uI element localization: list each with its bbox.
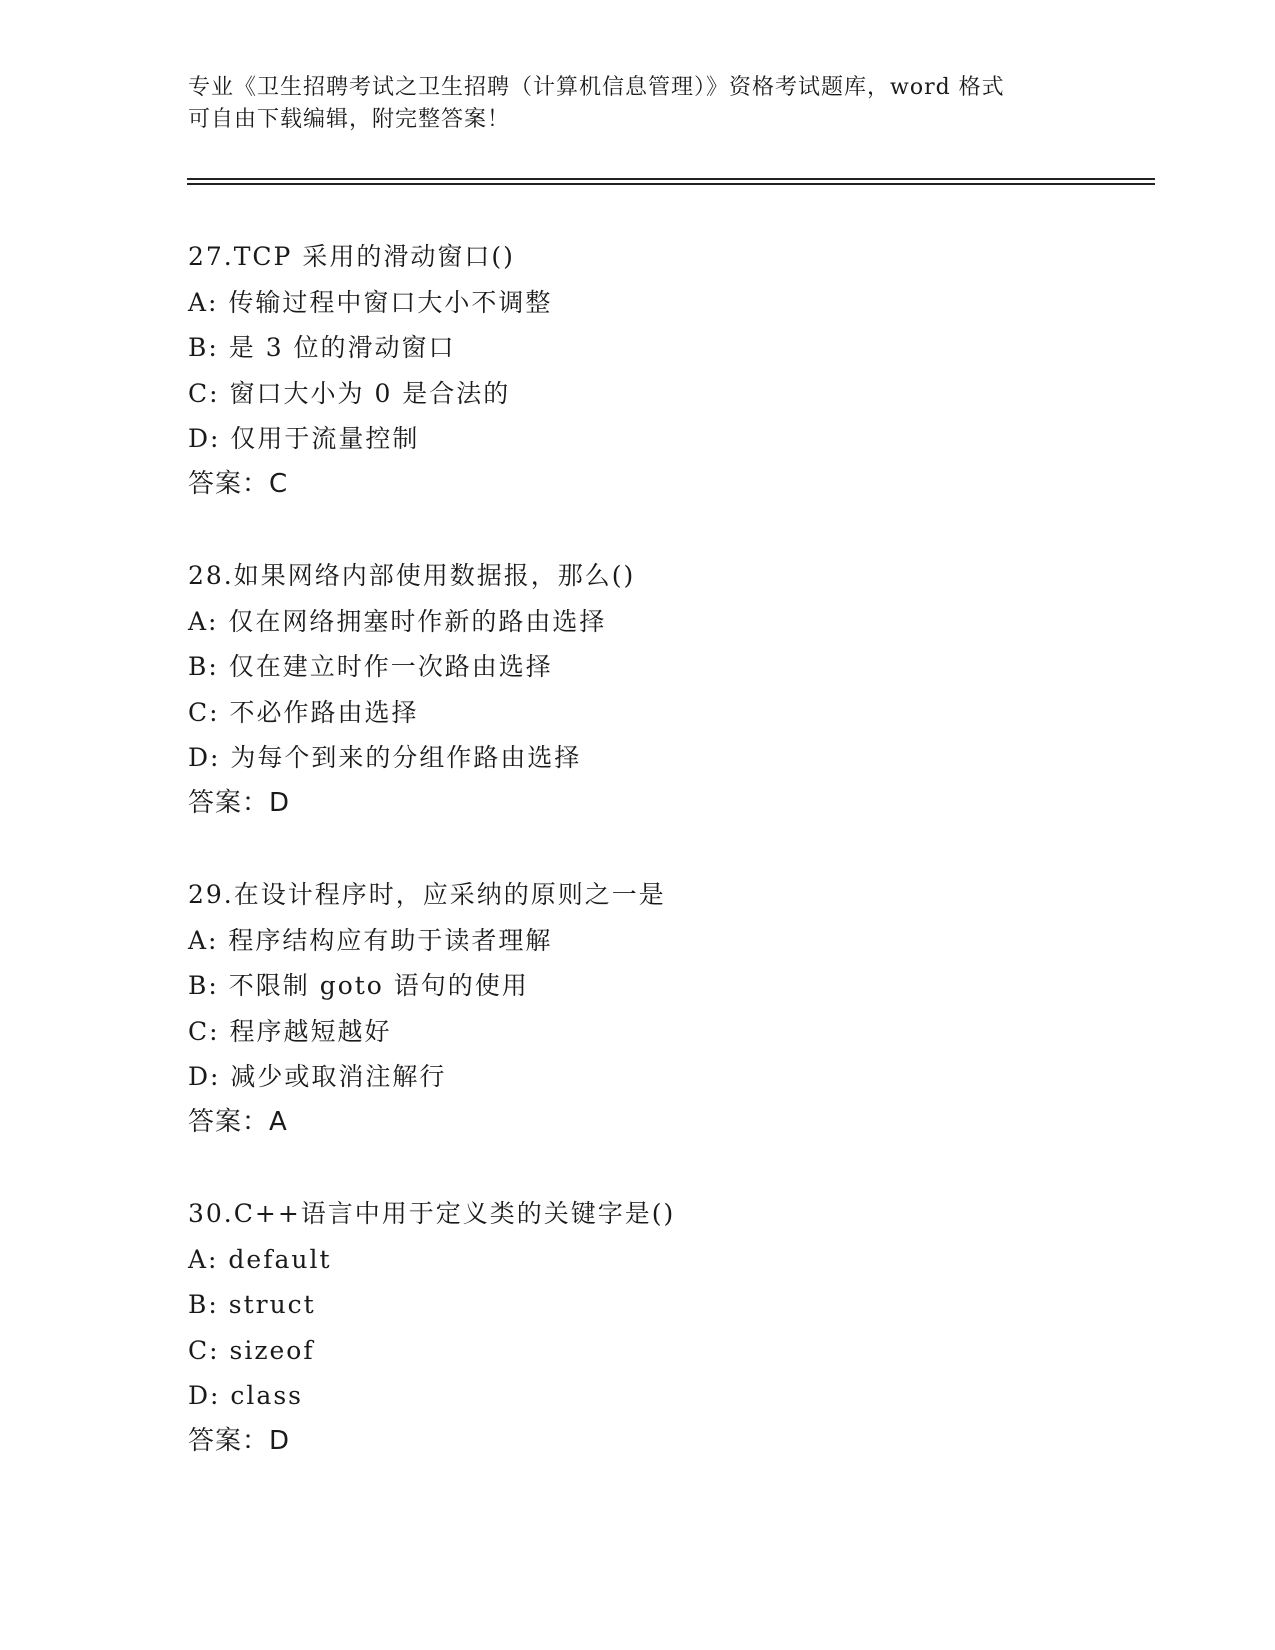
- question-29: [188, 872, 1188, 1146]
- option-c: C: 不必作路由选择: [188, 697, 419, 727]
- answer-line: 答案：D: [188, 1425, 291, 1456]
- question-27: [188, 234, 1188, 508]
- question-stem: 30.C++语言中用于定义类的关键字是(): [188, 1199, 676, 1228]
- option-b: B: 不限制 goto 语句的使用: [188, 971, 529, 1001]
- option-c: C: sizeof: [188, 1335, 315, 1365]
- option-c: C: 窗口大小为 0 是合法的: [188, 378, 511, 408]
- option-d: D: class: [188, 1381, 303, 1411]
- header-line-2: 可自由下载编辑，附完整答案！: [188, 107, 511, 132]
- question-stem: 28.如果网络内部使用数据报，那么(): [188, 561, 636, 590]
- option-b: B: 是 3 位的滑动窗口: [188, 333, 456, 363]
- option-a: A: default: [188, 1244, 332, 1274]
- option-d: D: 为每个到来的分组作路由选择: [188, 743, 582, 773]
- answer-line: 答案：C: [188, 468, 289, 499]
- header-line-1: 专业《卫生招聘考试之卫生招聘（计算机信息管理）》资格考试题库，word 格式: [188, 75, 1005, 100]
- question-28: [188, 553, 1188, 827]
- answer-line: 答案：D: [188, 787, 291, 818]
- document-header: [188, 72, 1088, 136]
- option-d: D: 减少或取消注解行: [188, 1062, 447, 1092]
- question-30: [188, 1191, 1188, 1465]
- header-divider-top: [187, 178, 1155, 180]
- question-stem: 29.在设计程序时，应采纳的原则之一是: [188, 880, 666, 909]
- answer-line: 答案：A: [188, 1106, 288, 1137]
- option-a: A: 程序结构应有助于读者理解: [188, 925, 553, 955]
- option-d: D: 仅用于流量控制: [188, 424, 420, 454]
- option-b: B: 仅在建立时作一次路由选择: [188, 652, 553, 682]
- option-c: C: 程序越短越好: [188, 1016, 392, 1046]
- option-b: B: struct: [188, 1290, 316, 1320]
- option-a: A: 仅在网络拥塞时作新的路由选择: [188, 606, 607, 636]
- header-divider-bottom: [187, 183, 1155, 185]
- option-a: A: 传输过程中窗口大小不调整: [188, 287, 553, 317]
- question-stem: 27.TCP 采用的滑动窗口(): [188, 242, 515, 271]
